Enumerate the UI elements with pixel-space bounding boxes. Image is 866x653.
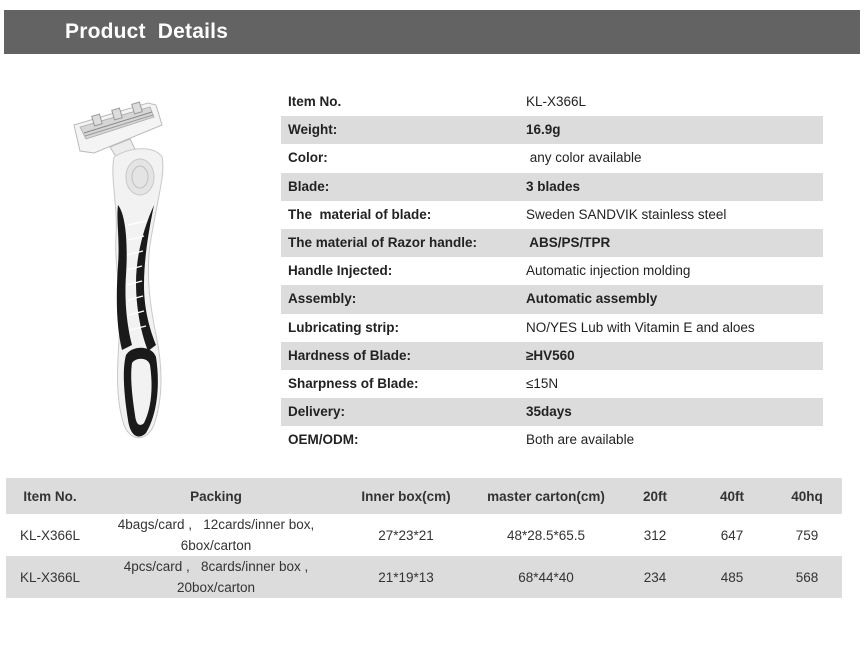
spec-row [281,398,823,426]
master-carton-cell: 48*28.5*65.5 [474,514,618,556]
spec-row [281,257,823,285]
column-header: Item No. [6,478,94,514]
ft20-cell: 312 [618,514,692,556]
spec-value: Both are available [526,432,635,448]
spec-value: NO/YES Lub with Vitamin E and aloes [526,319,755,335]
spec-label: The material of Razor handle: [288,234,478,250]
spec-value: ≤15N [526,375,559,391]
product-details-header [4,10,860,54]
table-row [6,556,842,598]
spec-value: Sweden SANDVIK stainless steel [526,206,727,222]
item-cell: KL-X366L [6,556,94,598]
spec-label: Lubricating strip: [288,319,399,335]
packing-line: 4pcs/card , 8cards/inner box , [123,559,309,574]
spec-label: Handle Injected: [288,263,393,279]
spec-value: ABS/PS/TPR [526,234,611,250]
spec-table [281,88,823,454]
spec-label: Delivery: [288,404,346,420]
column-header: 40hq [772,478,842,514]
spec-row [281,342,823,370]
spec-row [281,314,823,342]
page-title: Product Details [65,20,229,43]
spec-row [281,201,823,229]
hq40-cell: 568 [772,556,842,598]
spec-row [281,144,823,172]
spec-label: OEM/ODM: [288,432,359,448]
column-header: Inner box(cm) [338,478,474,514]
spec-row [281,426,823,454]
spec-value: Automatic injection molding [526,263,691,279]
packing-line: 4bags/card , 12cards/inner box, [117,517,315,532]
spec-value: 16.9g [526,122,561,138]
packing-cell [94,514,338,556]
packing-line: 6box/carton [180,538,252,553]
spec-label: Blade: [288,178,330,194]
spec-value: ≥HV560 [526,347,575,363]
column-header: Packing [94,478,338,514]
spec-label: Color: [288,150,328,166]
ft40-cell: 485 [692,556,772,598]
column-header: master carton(cm) [474,478,618,514]
table-row [6,514,842,556]
hq40-cell: 759 [772,514,842,556]
packing-cell [94,556,338,598]
razor-logo-oval [126,159,154,195]
spec-row [281,229,823,257]
spec-row [281,88,823,116]
inner-box-cell: 21*19*13 [338,556,474,598]
ft20-cell: 234 [618,556,692,598]
item-cell: KL-X366L [6,514,94,556]
packing-line: 20box/carton [176,580,256,595]
spec-row [281,285,823,313]
spec-value: Automatic assembly [526,291,658,307]
ft40-cell: 647 [692,514,772,556]
column-header: 20ft [618,478,692,514]
spec-label: Item No. [288,94,342,109]
spec-value: any color available [526,150,642,166]
spec-row [281,116,823,144]
spec-row [281,370,823,398]
column-header: 40ft [692,478,772,514]
spec-label: Hardness of Blade: [288,347,412,363]
spec-value: 3 blades [526,178,581,194]
spec-label: Sharpness of Blade: [288,375,419,391]
spec-label: The material of blade: [288,206,432,222]
packing-header-row [6,478,842,514]
spec-label: Weight: [288,122,338,138]
master-carton-cell: 68*44*40 [474,556,618,598]
inner-box-cell: 27*23*21 [338,514,474,556]
packing-table [6,478,842,598]
spec-row [281,173,823,201]
spec-label: Assembly: [288,291,357,307]
razor-product-image [58,95,193,445]
spec-value: 35days [526,404,572,420]
spec-value: KL-X366L [526,94,587,109]
